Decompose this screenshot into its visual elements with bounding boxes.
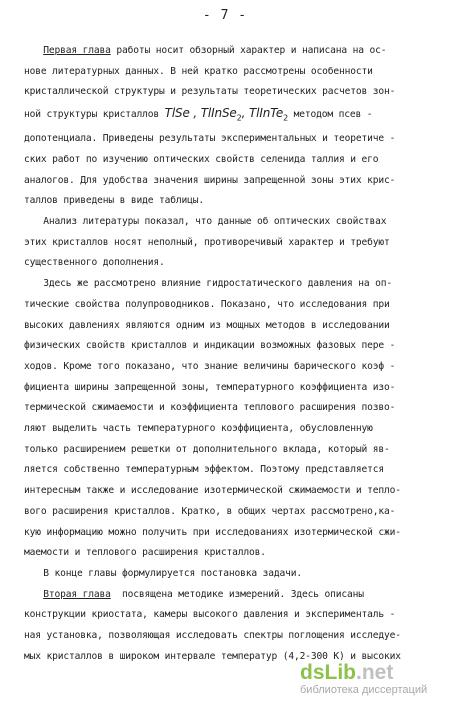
text-line	[24, 357, 440, 378]
watermark	[300, 662, 440, 697]
text-line	[24, 212, 440, 233]
line-text: только расширением решетки от дополнительного вклада, который яв-	[24, 443, 390, 455]
formula-part: 2	[283, 113, 289, 123]
text-line	[24, 543, 440, 564]
text-line	[24, 398, 440, 419]
line-text: тические свойства полупроводников. Показано, что исследования при	[24, 298, 390, 310]
text-line	[24, 41, 440, 62]
text-line	[24, 605, 440, 626]
line-text: кристаллической структуры и результаты теоретических расчетов зон-	[24, 86, 396, 98]
watermark-logo	[300, 662, 440, 684]
watermark-logo-main: dsLib	[300, 661, 356, 684]
line-text: физических свойств кристаллов и индикации возможных фазовых пере -	[24, 340, 396, 352]
chapter-heading: Первая глава	[43, 45, 111, 56]
line-text: методом псев -	[288, 109, 373, 121]
text-line	[24, 62, 440, 83]
chapter-heading: Вторая глава	[43, 588, 111, 600]
line-text: нове литературных данных. В ней кратко рассмотрены особенности	[24, 65, 373, 77]
crystal-formulas	[164, 106, 289, 123]
text-line	[24, 171, 440, 192]
line-text: ной структуры кристаллов	[24, 109, 165, 121]
text-line	[24, 150, 440, 171]
text-line	[24, 564, 440, 585]
text-line	[24, 336, 440, 357]
text-line	[24, 295, 440, 316]
formula-part: 2	[236, 113, 242, 123]
text-line	[24, 191, 440, 212]
text-line	[24, 253, 440, 274]
line-text: ляют выделить часть температурного коэффициента, обусловленную	[24, 423, 373, 435]
line-text: таллов приведены в виде таблицы.	[24, 195, 205, 207]
text-line	[24, 440, 440, 461]
line-text: существенного дополнения.	[24, 257, 165, 269]
text-line	[24, 378, 440, 399]
text-line	[24, 523, 440, 544]
document-body	[24, 41, 440, 667]
text-line	[24, 233, 440, 254]
text-line	[24, 460, 440, 481]
text-line	[24, 274, 440, 295]
line-text: термической сжимаемости и коэффициента теплового расширения позво-	[24, 402, 396, 414]
watermark-logo-suffix: .net	[356, 661, 394, 684]
page-number: - 7 -	[202, 8, 248, 23]
text-line	[24, 481, 440, 502]
line-text: ляется собственно температурным эффектом. Поэтому представляется	[24, 464, 385, 476]
text-line	[24, 585, 440, 606]
line-text: ских работ по изучению оптических свойств селенида таллия и его	[24, 153, 379, 165]
line-text: вого расширения кристаллов. Кратко, в общих чертах рассмотрено,ка-	[24, 505, 396, 517]
line-text: Анализ литературы показал, что данные об оптических свойствах	[43, 216, 387, 228]
text-line	[24, 316, 440, 337]
line-text: конструкции криостата, камеры высокого давления и эксперименталь -	[24, 609, 396, 621]
line-text: допотенциала. Приведены результаты экспериментальных и теоретиче -	[24, 133, 396, 145]
line-text: посвящена методике измерений. Здесь описаны	[110, 588, 364, 600]
formula-part: ,	[189, 106, 201, 121]
line-text: высоких давлениях являются одним из мощных методов в исследовании	[24, 319, 390, 331]
line-text: кую информацию можно получить при исследованиях изотермической сжи-	[24, 526, 401, 538]
line-text: аналогов. Для удобства значения ширины запрещенной зоны этих крис-	[24, 174, 396, 186]
line-text: интересным также и исследование изотермической сжимаемости и тепло-	[24, 485, 401, 497]
text-line	[24, 129, 440, 150]
line-text: этих кристаллов носят неполный, противоречивый характер и требуют	[24, 236, 390, 248]
watermark-subtitle: библиотека диссертаций	[300, 684, 428, 696]
line-text: работы носит обзорный характер и написана на ос-	[110, 45, 387, 56]
formula-part: ,	[241, 106, 249, 121]
line-text: мых кристаллов в широком интервале температур (4,2-300 К) и высоких	[24, 650, 401, 662]
text-line	[24, 502, 440, 523]
text-line	[24, 103, 440, 129]
formula-part: TlInSe	[200, 106, 237, 121]
formula-part: TlSe	[164, 106, 190, 121]
line-text: Здесь же рассмотрено влияние гидростатического давления на оп-	[43, 278, 392, 290]
line-text: фициента ширины запрещенной зоны, температурного коэффициента изо-	[24, 381, 396, 393]
line-text: В конце главы формулируется постановка задачи.	[43, 567, 302, 579]
text-line	[24, 419, 440, 440]
line-text: ходов. Кроме того показано, что знание величины барического коэф -	[24, 360, 396, 372]
formula-part: TlInTe	[248, 106, 284, 121]
line-text: маемости и теплового расширения кристаллов.	[24, 547, 266, 559]
text-line	[24, 626, 440, 647]
line-text: ная установка, позволяющая исследовать спектры поглощения исследуе-	[24, 630, 401, 642]
text-line	[24, 82, 440, 103]
